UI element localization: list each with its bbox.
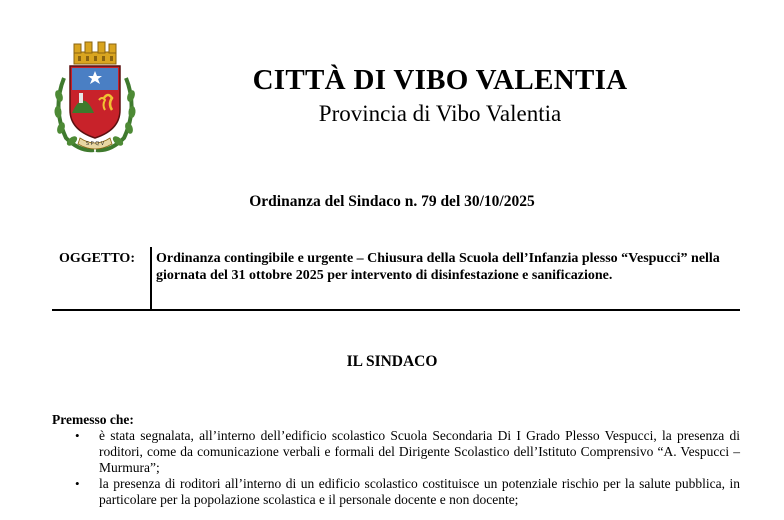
bullet-icon: • xyxy=(75,476,80,491)
coat-of-arms-icon xyxy=(50,38,140,156)
list-item-text: la presenza di roditori all’interno di un edificio scolastico costituisce un potenziale rischio per la salute pubblica, in particolare per la popolazione scolastica e il personale docente e non docente; xyxy=(99,476,740,507)
subject-block xyxy=(52,247,740,311)
premesso-label: Premesso che: xyxy=(52,412,134,427)
section-heading: IL SINDACO xyxy=(346,353,438,370)
list-item-text: è stata segnalata, all’interno dell’edificio scolastico Scuola Secondaria Di I Grado Plesso Vespucci, la presenza di roditori, come da comunicazione verbali e formali del Dirigente Scolastico dell’Istituto Comprensivo “A. Vespucci – Murmura”; xyxy=(99,428,740,475)
premesso-list xyxy=(52,428,740,508)
list-item xyxy=(52,428,740,476)
city-name: CITTÀ DI VIBO VALENTIA xyxy=(252,64,628,96)
subject-label: OGGETTO: xyxy=(59,251,135,266)
list-item xyxy=(52,476,740,508)
crest-motto: S P Q V xyxy=(85,141,105,147)
province-name: Provincia di Vibo Valentia xyxy=(318,101,562,126)
subject-text: Ordinanza contingibile e urgente – Chiusura della Scuola dell’Infanzia plesso “Vespucci” nella giornata del 31 ottobre 2025 per intervento di disinfestazione e sanificazione. xyxy=(156,251,720,283)
bullet-icon: • xyxy=(75,428,80,443)
subject-divider xyxy=(150,247,152,309)
ordinance-title: Ordinanza del Sindaco n. 79 del 30/10/2025 xyxy=(249,193,535,210)
